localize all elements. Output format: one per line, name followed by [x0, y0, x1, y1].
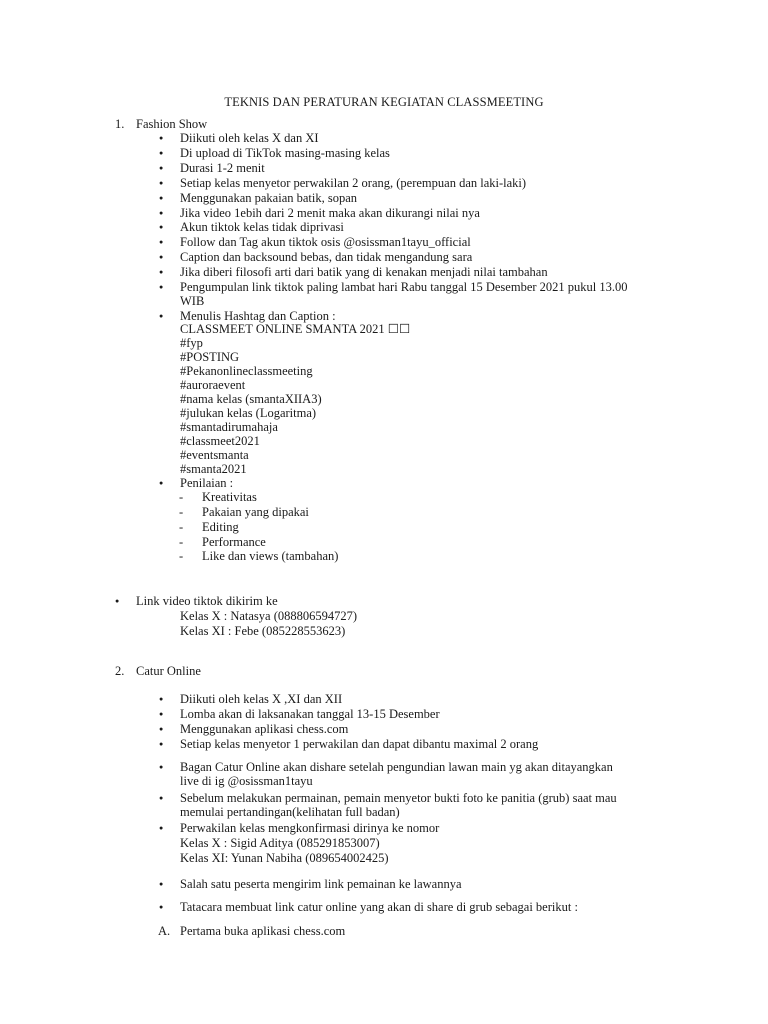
document-title: TEKNIS DAN PERATURAN KEGIATAN CLASSMEETING [224, 95, 544, 109]
list-item: ● Pengumpulan link tiktok paling lambat hari Rabu tanggal 15 Desember 2021 pukul 13.00 [180, 280, 628, 294]
section-2-heading: Catur Online [136, 664, 201, 678]
caption-line: #nama kelas (smantaXIIA3) [180, 392, 322, 406]
list-item: ● Setiap kelas menyetor perwakilan 2 orang, (perempuan dan laki-laki) [180, 176, 526, 190]
penilaian-item: - Like dan views (tambahan) [202, 549, 338, 563]
penilaian-item: - Pakaian yang dipakai [202, 505, 309, 519]
list-item: ● Menggunakan pakaian batik, sopan [180, 191, 357, 205]
list-item: ● Diikuti oleh kelas X ,XI dan XII [180, 692, 342, 706]
caption-line: #Pekanonlineclassmeeting [180, 364, 313, 378]
section-1-heading: Fashion Show [136, 117, 208, 131]
section-1-number: 1. [115, 117, 125, 131]
caption-line: CLASSMEET ONLINE SMANTA 2021 ☐☐ [180, 322, 411, 336]
list-item-continuation: WIB [180, 294, 205, 308]
penilaian-item: - Performance [202, 535, 266, 549]
contact-line: Kelas XI : Febe (085228553623) [180, 624, 346, 638]
list-item: ● Setiap kelas menyetor 1 perwakilan dan dapat dibantu maximal 2 orang [180, 737, 538, 751]
link-label: ● Link video tiktok dikirim ke [136, 594, 278, 608]
list-item: ● Lomba akan di laksanakan tanggal 13-15 Desember [180, 707, 440, 721]
caption-line: #smantadirumahaja [180, 420, 278, 434]
contact-line: Kelas XI: Yunan Nabiha (089654002425) [180, 851, 389, 865]
list-item: ● Caption dan backsound bebas, dan tidak mengandung sara [180, 250, 472, 264]
list-item: ● Follow dan Tag akun tiktok osis @osissman1tayu_official [180, 235, 471, 249]
penilaian-item: - Editing [202, 520, 239, 534]
list-item: ● Bagan Catur Online akan dishare setelah pengundian lawan main yg akan ditayangkan [180, 760, 613, 774]
contact-line: Kelas X : Sigid Aditya (085291853007) [180, 836, 380, 850]
caption-line: #eventsmanta [180, 448, 249, 462]
caption-line: #julukan kelas (Logaritma) [180, 406, 317, 420]
penilaian-label: ● Penilaian : [180, 476, 233, 490]
list-item: ● Durasi 1-2 menit [180, 161, 265, 175]
list-item: ● Salah satu peserta mengirim link pemainan ke lawannya [180, 877, 462, 891]
caption-line: #auroraevent [180, 378, 246, 392]
contact-line: Kelas X : Natasya (088806594727) [180, 609, 358, 623]
list-item: ● Akun tiktok kelas tidak diprivasi [180, 220, 344, 234]
list-item: ● Sebelum melakukan permainan, pemain menyetor bukti foto ke panitia (grub) saat mau [180, 791, 617, 805]
caption-line: #smanta2021 [180, 462, 247, 476]
step-marker: A. [158, 924, 171, 938]
list-item: ● Jika diberi filosofi arti dari batik yang di kenakan menjadi nilai tambahan [180, 265, 548, 279]
list-item: ● Perwakilan kelas mengkonfirmasi dirinya ke nomor [180, 821, 439, 835]
list-item: ● Jika video 1ebih dari 2 menit maka akan dikurangi nilai nya [180, 206, 480, 220]
list-item: ● Diikuti oleh kelas X dan XI [180, 131, 319, 145]
section-2-number: 2. [115, 664, 125, 678]
list-item: ● Di upload di TikTok masing-masing kelas [180, 146, 390, 160]
step-item: Pertama buka aplikasi chess.com [180, 924, 346, 938]
list-item: ● Menulis Hashtag dan Caption : [180, 309, 336, 323]
caption-line: #POSTING [180, 350, 240, 364]
caption-line: #fyp [180, 336, 203, 350]
list-item: ● Menggunakan aplikasi chess.com [180, 722, 348, 736]
caption-line: #classmeet2021 [180, 434, 260, 448]
penilaian-item: - Kreativitas [202, 490, 257, 504]
list-item: ● Tatacara membuat link catur online yang akan di share di grub sebagai berikut : [180, 900, 578, 914]
list-item-continuation: live di ig @osissman1tayu [180, 774, 313, 788]
list-item-continuation: memulai pertandingan(kelihatan full badan) [180, 805, 400, 819]
